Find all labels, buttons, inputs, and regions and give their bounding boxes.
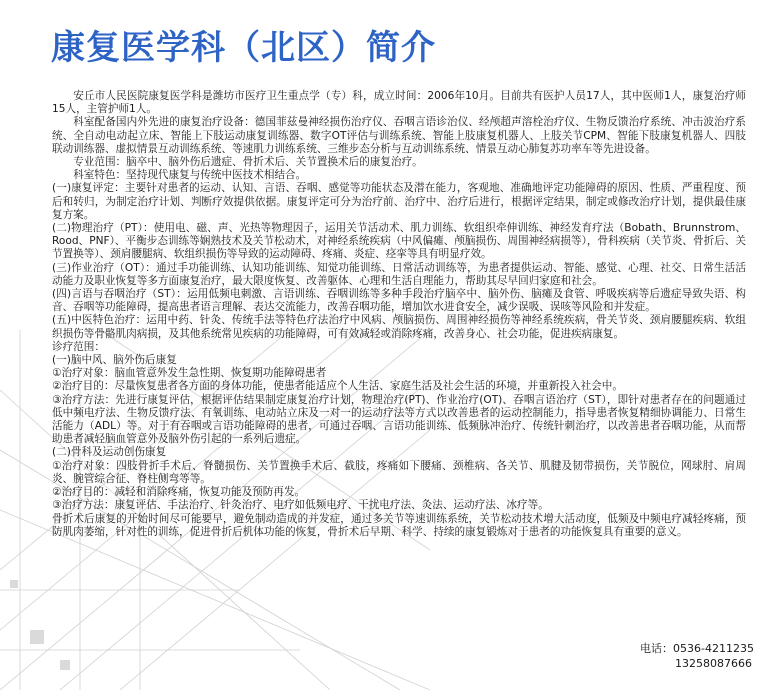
intro-body [52,90,746,539]
paragraph-occupational-therapy: (三)作业治疗（OT）：通过手功能训练、认知功能训练、知觉功能训练、日常活动训练等，为患者提供运动、智能、感觉、心理、社交、日常生活活动能力及职业恢复等多方面康复治疗，最大限度恢复、改善躯体、心理和生活自理能力，帮助其尽早回归家庭和社会。 [52,261,746,287]
orthopedic-goal: ②治疗目的：减轻和消除疼痛，恢复功能及预防再发。 [52,486,306,499]
paragraph-feature: 科室特色：坚持现代康复与传统中医技术相结合。 [73,169,307,182]
paragraph-physical-therapy: (二)物理治疗（PT）：使用电、磁、声、光热等物理因子，运用关节活动术、肌力训练、软组织牵伸训练、神经发育疗法（Bobath、Brunnstrom、Rood、PNF）、平衡步态训练等娴熟技术及关节松动术，对神经系统疾病（中风偏瘫、颅脑损伤、周围神经病损等），骨科疾病（关节炎、骨折后、关节置换等）、颈肩腰腿病、软组织损伤等导致的运动障碍、疼痛、炎症、痉挛等具有明显疗效。 [52,222,746,261]
paragraph-assessment: (一)康复评定：主要针对患者的运动、认知、言语、吞咽、感觉等功能状态及潜在能力，客观地、准确地评定功能障碍的原因、性质、严重程度、预后和转归，为制定治疗计划、判断疗效提供依据。康复评定可分为治疗前、治疗中、治疗后进行，根据评定结果，制定或修改治疗计划，提供最佳康复方案。 [52,182,746,221]
paragraph-fracture-rehab: 骨折术后康复的开始时间尽可能要早，避免制动造成的并发症，通过多关节等速训练系统，关节松动技术增大活动度，低频及中频电疗减轻疼痛，预防肌肉萎缩，针对性的训练，促进骨折后机体功能的恢复，骨折术后早期、科学、持续的康复锻炼对于患者的功能恢复具有重要的意义。 [52,512,746,538]
phone-secondary: 13258087666 [675,657,753,670]
stroke-target: ①治疗对象：脑血管意外发生急性期、恢复期功能障碍患者 [52,367,327,380]
page-title: 康复医学科（北区）简介 [51,28,436,68]
stroke-goal: ②治疗目的：尽量恢复患者各方面的身体功能，使患者能适应个人生活、家庭生活及社会生活的环境，并重新投入社会中。 [52,380,623,393]
paragraph-overview: 安丘市人民医院康复医学科是潍坊市医疗卫生重点学（专）科，成立时间：2006年10月。目前共有医护人员17人，其中医师1人，康复治疗师15人，主管护师1人。 [52,90,746,116]
subsection-heading-orthopedic: (二)骨科及运动创伤康复 [52,446,167,459]
phone-primary: 电话：0536-4211235 [640,642,754,655]
paragraph-scope: 专业范围：脑卒中、脑外伤后遗症、骨折术后、关节置换术后的康复治疗。 [73,156,423,169]
paragraph-tcm-therapy: (五)中医特色治疗：运用中药、针灸、传统手法等特色疗法治疗中风病、颅脑损伤、周围神经损伤等神经系统疾病，骨关节炎、颈肩腰腿疾病、软组织损伤等骨骼肌肉病损，及其他系统常见疾病的功能障碍，可有效减轻或消除疼痛，改善身心、社会功能，促进疾病康复。 [52,314,746,340]
orthopedic-target: ①治疗对象：四肢骨折手术后、脊髓损伤、关节置换手术后、截肢，疼痛如下腰痛、颈椎病、各关节、肌腱及韧带损伤，关节脱位，网球肘、肩周炎、腕管综合征、脊柱侧弯等等。 [52,459,746,485]
section-heading-scope: 诊疗范围： [52,340,105,353]
contact-info [640,641,754,671]
paragraph-equipment: 科室配备国内外先进的康复治疗设备：德国菲兹曼神经损伤治疗仪、吞咽言语诊治仪、经颅超声溶栓治疗仪、生物反馈治疗系统、冲击波治疗系统、全自动电动起立床、智能上下肢运动康复训练器、数字OT评估与训练系统、智能上肢康复机器人、上肢关节CPM、智能下肢康复机器人、四肢联动训练器、虚拟情景互动训练系统、等速肌力训练系统、三维步态分析与互动训练系统、情景互动心肺复苏功率车等先进设备。 [52,116,746,155]
paragraph-speech-therapy: (四)言语与吞咽治疗（ST）：运用低频电刺激、言语训练、吞咽训练等多种手段治疗脑卒中、脑外伤、脑瘫及食管、呼吸疾病等后遗症导致失语、构音、吞咽等功能障碍，提高患者语言理解、表达交流能力，改善吞咽功能，增加饮水进食安全，减少误吸、误咳等风险和并发症。 [52,288,746,314]
subsection-heading-stroke: (一)脑中风、脑外伤后康复 [52,354,177,367]
orthopedic-method: ③治疗方法：康复评估、手法治疗、针灸治疗、电疗如低频电疗、干扰电疗法、灸法、运动疗法、冰疗等。 [52,499,549,512]
stroke-method: ③治疗方法：先进行康复评估，根据评估结果制定康复治疗计划，物理治疗(PT)、作业治疗(OT)、吞咽言语治疗（ST），即针对患者存在的问题通过低中频电疗法、生物反馈疗法、有氧训练、电动站立床及一对一的运动疗法等方式以改善患者的运动控制能力，指导患者恢复精细协调能力、日常生活能力（ADL）等。对于有吞咽或言语功能障碍的患者，可通过吞咽、言语功能训练、低频脉冲治疗、传统针刺治疗，以改善患者吞咽功能，从而帮助患者减轻脑血管意外及脑外伤引起的一系列后遗症。 [52,393,746,446]
